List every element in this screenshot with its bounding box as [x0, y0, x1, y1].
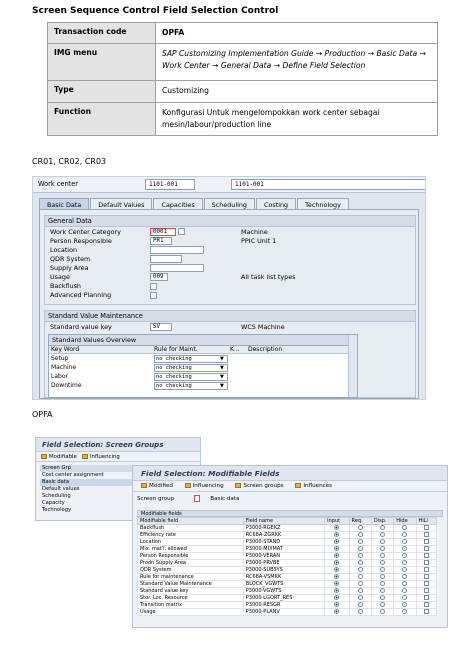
screen-group-list: [40, 465, 132, 514]
work-center-category-input[interactable]: 0001: [150, 228, 176, 236]
req-option-cell: [349, 546, 371, 553]
column-header: Field name: [243, 518, 324, 525]
table-row: [138, 539, 437, 546]
req-radio[interactable]: [358, 574, 363, 579]
input-option-cell: [325, 525, 349, 532]
req-option-cell: [349, 588, 371, 595]
field-label: Advanced Planning: [50, 291, 112, 299]
hide-radio[interactable]: [402, 574, 407, 579]
influencing-icon: [185, 483, 191, 488]
req-radio[interactable]: [358, 581, 363, 586]
row-label: Type: [48, 81, 156, 103]
work-center-header: [33, 177, 425, 193]
table-row: [138, 581, 437, 588]
hili-checkbox[interactable]: [424, 588, 429, 593]
list-item[interactable]: Cost center assignment: [42, 472, 104, 478]
influencing-button[interactable]: Influencing: [89, 454, 120, 460]
input-radio[interactable]: [334, 588, 339, 593]
disp-option-cell: [371, 567, 393, 574]
disp-option-cell: [371, 560, 393, 567]
column-header: Rule for Maint.: [154, 346, 198, 353]
hili-option-cell: [416, 553, 436, 560]
keyword-cell: Labor: [51, 373, 68, 380]
svo-header-row: [49, 346, 357, 354]
usage-input[interactable]: 009: [150, 273, 168, 281]
field-text: PPIC Unit 1: [241, 237, 277, 245]
input-radio[interactable]: [334, 581, 339, 586]
row-label: Transaction code: [48, 23, 156, 44]
list-item[interactable]: Technology: [42, 507, 72, 513]
tab-scheduling[interactable]: Scheduling: [204, 198, 255, 210]
req-option-cell: [349, 525, 371, 532]
disp-option-cell: [371, 546, 393, 553]
tab-basic-data[interactable]: Basic Data: [39, 198, 89, 210]
hili-option-cell: [416, 560, 436, 567]
input-radio[interactable]: [334, 525, 339, 530]
dropdown-arrow-icon[interactable]: ▼: [220, 374, 224, 380]
field-name-cell: P3000-VERAN: [243, 553, 324, 560]
disp-option-cell: [371, 595, 393, 602]
req-option-cell: [349, 532, 371, 539]
field-label: Usage: [50, 273, 70, 281]
field-name-cell: P3000-RGEKZ: [243, 525, 324, 532]
field-name-cell: RC68A-ZGRKK: [243, 532, 324, 539]
hili-option-cell: [416, 588, 436, 595]
column-header: Input: [325, 518, 349, 525]
disp-option-cell: [371, 532, 393, 539]
hili-option-cell: [416, 581, 436, 588]
hide-radio[interactable]: [402, 525, 407, 530]
req-radio[interactable]: [358, 560, 363, 565]
modifiable-fields-grid: [137, 510, 443, 616]
disp-radio[interactable]: [380, 546, 385, 551]
table-row: [48, 103, 438, 136]
field-row-person-responsible: [50, 237, 410, 246]
disp-radio[interactable]: [380, 532, 385, 537]
rule-select[interactable]: no checking: [154, 382, 228, 390]
hili-option-cell: [416, 532, 436, 539]
input-option-cell: [325, 581, 349, 588]
hide-option-cell: [394, 546, 416, 553]
hili-option-cell: [416, 546, 436, 553]
req-option-cell: [349, 602, 371, 609]
field-name-cell: P3000-STAND: [243, 539, 324, 546]
field-row-usage: [50, 273, 410, 282]
hili-option-cell: [416, 574, 436, 581]
keyword-cell: Setup: [51, 355, 69, 362]
disp-radio[interactable]: [380, 539, 385, 544]
input-option-cell: [325, 560, 349, 567]
hide-radio[interactable]: [402, 553, 407, 558]
modifiable-field-cell: Backflush: [138, 525, 244, 532]
req-radio[interactable]: [358, 525, 363, 530]
modifiable-fields-title: Field Selection: Modifiable Fields: [133, 466, 447, 481]
req-radio[interactable]: [358, 588, 363, 593]
table-row: [49, 382, 357, 390]
hide-option-cell: [394, 574, 416, 581]
disp-radio[interactable]: [380, 581, 385, 586]
disp-radio[interactable]: [380, 525, 385, 530]
req-radio[interactable]: [358, 609, 363, 614]
input-option-cell: [325, 546, 349, 553]
modifiable-field-cell: Usage: [138, 609, 244, 616]
field-text: WCS Machine: [241, 323, 285, 331]
input-option-cell: [325, 602, 349, 609]
table-row: [49, 355, 357, 363]
field-label: Location: [50, 246, 78, 254]
hili-option-cell: [416, 609, 436, 616]
row-label: Function: [48, 103, 156, 136]
tab-technology[interactable]: Technology: [297, 198, 349, 210]
modifiable-fields-table: [137, 517, 437, 616]
field-name-cell: RC68A-VSMKK: [243, 574, 324, 581]
modifiable-field-cell: Rule for maintenance: [138, 574, 244, 581]
field-label: Supply Area: [50, 264, 89, 272]
field-row-advanced-planning: [50, 291, 410, 300]
modifiable-field-cell: Standard value key: [138, 588, 244, 595]
field-row-work-center-category: [50, 228, 410, 237]
table-row: [138, 532, 437, 539]
input-option-cell: [325, 567, 349, 574]
req-option-cell: [349, 567, 371, 574]
work-center-screenshot: [32, 176, 426, 400]
hili-checkbox[interactable]: [424, 567, 429, 572]
req-option-cell: [349, 553, 371, 560]
svm-title: Standard Value Maintenance: [45, 311, 415, 322]
hili-checkbox[interactable]: [424, 539, 429, 544]
req-radio[interactable]: [358, 546, 363, 551]
section-caption-opfa: OPFA: [32, 410, 53, 419]
input-radio[interactable]: [334, 574, 339, 579]
column-header: Disp.: [371, 518, 393, 525]
influencing-button[interactable]: Influencing: [192, 483, 224, 489]
field-row-standard-value-key: [50, 323, 410, 332]
modifiable-field-cell: Transition matrix: [138, 602, 244, 609]
req-radio[interactable]: [358, 567, 363, 572]
hide-radio[interactable]: [402, 609, 407, 614]
rule-select[interactable]: no checking: [154, 373, 228, 381]
field-label: QDR System: [50, 255, 91, 263]
req-radio[interactable]: [358, 595, 363, 600]
input-option-cell: [325, 595, 349, 602]
advanced-planning-checkbox[interactable]: [150, 292, 157, 299]
hide-option-cell: [394, 588, 416, 595]
hide-radio[interactable]: [402, 595, 407, 600]
transaction-info-table: [47, 22, 438, 136]
modified-icon: [141, 483, 147, 488]
basic-data-panel: [39, 209, 419, 399]
disp-radio[interactable]: [380, 602, 385, 607]
general-data-title: General Data: [45, 216, 415, 227]
hide-option-cell: [394, 609, 416, 616]
modifiable-fields-toolbar: [133, 481, 447, 492]
list-header: Screen Grp: [40, 465, 132, 472]
hili-option-cell: [416, 595, 436, 602]
influences-button[interactable]: Influences: [303, 483, 333, 489]
work-center-field[interactable]: 1101-001: [145, 179, 195, 190]
disp-radio[interactable]: [380, 595, 385, 600]
general-data-group: [44, 215, 416, 305]
disp-option-cell: [371, 525, 393, 532]
disp-radio[interactable]: [380, 588, 385, 593]
modified-button[interactable]: Modified: [149, 483, 173, 489]
field-label: Person Responsible: [50, 237, 112, 245]
input-option-cell: [325, 609, 349, 616]
section-caption-transactions: CR01, CR02, CR03: [32, 157, 107, 166]
table-row: [138, 525, 437, 532]
hili-checkbox[interactable]: [424, 525, 429, 530]
rule-select[interactable]: no checking: [154, 355, 228, 363]
work-center-label: Work center: [38, 180, 79, 188]
field-label: Standard value key: [50, 323, 112, 331]
modifiable-field-cell: Person Responsible: [138, 553, 244, 560]
location-input[interactable]: [150, 246, 204, 254]
column-header: Hide: [394, 518, 416, 525]
row-label: IMG menu: [48, 44, 156, 81]
hide-radio[interactable]: [402, 602, 407, 607]
disp-radio[interactable]: [380, 560, 385, 565]
table-row: [138, 567, 437, 574]
hide-option-cell: [394, 525, 416, 532]
modifiable-field-cell: Stor. Loc. Resource: [138, 595, 244, 602]
table-row: [49, 364, 357, 372]
type-value: Customizing: [156, 81, 438, 103]
table-header-row: [138, 518, 437, 525]
document-title: Screen Sequence Control Field Selection Control: [32, 6, 279, 16]
req-radio[interactable]: [358, 532, 363, 537]
keyword-cell: Downtime: [51, 382, 82, 389]
screen-group-value: Basic data: [210, 496, 240, 502]
hide-radio[interactable]: [402, 567, 407, 572]
modifiable-fields-body: [138, 525, 437, 616]
hide-option-cell: [394, 602, 416, 609]
table-row: [138, 595, 437, 602]
table-row: [48, 44, 438, 81]
input-radio[interactable]: [334, 560, 339, 565]
screen-group-field[interactable]: [194, 495, 200, 502]
list-item[interactable]: Basic data: [40, 479, 132, 486]
input-option-cell: [325, 532, 349, 539]
input-radio[interactable]: [334, 602, 339, 607]
screen-groups-toolbar: [36, 452, 200, 462]
grid-title: Modifiable fields: [137, 510, 443, 517]
table-row: [138, 609, 437, 616]
req-option-cell: [349, 609, 371, 616]
transaction-code-value: OPFA: [156, 23, 438, 44]
input-radio[interactable]: [334, 595, 339, 600]
field-row-location: [50, 246, 410, 255]
disp-radio[interactable]: [380, 553, 385, 558]
influences-icon: [295, 483, 301, 488]
disp-option-cell: [371, 539, 393, 546]
field-row-qdr-system: [50, 255, 410, 264]
column-header: Key Word: [51, 346, 80, 353]
hili-checkbox[interactable]: [424, 560, 429, 565]
hide-radio[interactable]: [402, 588, 407, 593]
influencing-icon: [82, 454, 88, 459]
field-label: Work Center Category: [50, 228, 121, 236]
standard-value-key-input[interactable]: SV: [150, 323, 172, 331]
keyword-cell: Machine: [51, 364, 77, 371]
field-name-cell: P3000-MIXMAT: [243, 546, 324, 553]
input-radio[interactable]: [334, 609, 339, 614]
field-name-cell: P3000-LGORT_RES: [243, 595, 324, 602]
table-row: [48, 81, 438, 103]
disp-option-cell: [371, 553, 393, 560]
standard-values-overview: [48, 334, 358, 398]
modifiable-field-cell: Standard Value Maintenance: [138, 581, 244, 588]
hili-checkbox[interactable]: [424, 553, 429, 558]
screen-groups-button[interactable]: Screen groups: [243, 483, 284, 489]
input-radio[interactable]: [334, 532, 339, 537]
table-row: [49, 373, 357, 381]
hili-option-cell: [416, 525, 436, 532]
hili-checkbox[interactable]: [424, 609, 429, 614]
req-radio[interactable]: [358, 539, 363, 544]
req-option-cell: [349, 539, 371, 546]
screen-groups-icon: [235, 483, 241, 488]
f4-help-icon[interactable]: [178, 228, 185, 235]
input-option-cell: [325, 553, 349, 560]
table-row: [138, 574, 437, 581]
input-radio[interactable]: [334, 546, 339, 551]
modifiable-field-cell: QDR System: [138, 567, 244, 574]
hili-option-cell: [416, 539, 436, 546]
hili-option-cell: [416, 567, 436, 574]
backflush-checkbox[interactable]: [150, 283, 157, 290]
hide-radio[interactable]: [402, 560, 407, 565]
req-option-cell: [349, 574, 371, 581]
field-name-cell: P3000-PRVBE: [243, 560, 324, 567]
disp-radio[interactable]: [380, 574, 385, 579]
req-radio[interactable]: [358, 602, 363, 607]
svo-title: Standard Values Overview: [49, 335, 357, 346]
table-row: [138, 588, 437, 595]
table-row: [138, 560, 437, 567]
column-header: Description: [248, 346, 283, 353]
column-header: Modifiable field: [138, 518, 244, 525]
modifiable-icon: [41, 454, 47, 459]
hili-checkbox[interactable]: [424, 581, 429, 586]
field-name-cell: BLOCK_VGWTS: [243, 581, 324, 588]
rule-select[interactable]: no checking: [154, 364, 228, 372]
dropdown-arrow-icon[interactable]: ▼: [220, 356, 224, 362]
hide-radio[interactable]: [402, 539, 407, 544]
dropdown-arrow-icon[interactable]: ▼: [220, 365, 224, 371]
input-radio[interactable]: [334, 567, 339, 572]
hide-option-cell: [394, 581, 416, 588]
dropdown-arrow-icon[interactable]: ▼: [220, 383, 224, 389]
modifiable-field-cell: Efficiency rate: [138, 532, 244, 539]
person-responsible-input[interactable]: PR1: [150, 237, 172, 245]
field-name-cell: P3000-SUBSYS: [243, 567, 324, 574]
table-row: [48, 23, 438, 44]
field-name-cell: P3000-RESGR: [243, 602, 324, 609]
img-menu-path: SAP Customizing Implementation Guide → Production → Basic Data → Work Center → General Data → Define Field Selection: [156, 44, 438, 81]
list-item[interactable]: Default values: [42, 486, 80, 492]
hili-checkbox[interactable]: [424, 595, 429, 600]
hide-radio[interactable]: [402, 581, 407, 586]
hide-option-cell: [394, 567, 416, 574]
modifiable-field-cell: Prodn Supply Area: [138, 560, 244, 567]
hide-option-cell: [394, 553, 416, 560]
hide-option-cell: [394, 595, 416, 602]
disp-radio[interactable]: [380, 609, 385, 614]
hili-checkbox[interactable]: [424, 574, 429, 579]
disp-option-cell: [371, 602, 393, 609]
svo-scrollbar[interactable]: [348, 335, 357, 397]
modifiable-button[interactable]: Modifiable: [49, 454, 77, 460]
table-row: [138, 546, 437, 553]
table-row: [138, 602, 437, 609]
disp-radio[interactable]: [380, 567, 385, 572]
list-item[interactable]: Capacity: [42, 500, 65, 506]
hili-checkbox[interactable]: [424, 546, 429, 551]
hili-option-cell: [416, 602, 436, 609]
req-radio[interactable]: [358, 553, 363, 558]
screen-groups-title: Field Selection: Screen Groups: [36, 438, 200, 452]
disp-option-cell: [371, 574, 393, 581]
disp-option-cell: [371, 581, 393, 588]
input-radio[interactable]: [334, 539, 339, 544]
qdr-system-input[interactable]: [150, 255, 182, 263]
field-name-cell: P3000-PLANV: [243, 609, 324, 616]
input-radio[interactable]: [334, 553, 339, 558]
disp-option-cell: [371, 609, 393, 616]
hide-radio[interactable]: [402, 546, 407, 551]
field-text: All task list types: [241, 273, 296, 281]
column-header: K...: [230, 346, 240, 353]
table-row: [138, 553, 437, 560]
hide-option-cell: [394, 532, 416, 539]
hide-option-cell: [394, 539, 416, 546]
input-option-cell: [325, 574, 349, 581]
field-label: Backflush: [50, 282, 81, 290]
modifiable-field-cell: Mix. mat'l. allowed: [138, 546, 244, 553]
tab-default-values[interactable]: Default Values: [90, 198, 152, 210]
screen-group-label: Screen group: [137, 496, 175, 502]
list-item[interactable]: Scheduling: [42, 493, 71, 499]
function-value: Konfigurasi Untuk mengelompokkan work center sebagai mesin/labour/production line: [156, 103, 438, 136]
column-header: Req.: [349, 518, 371, 525]
tab-costing[interactable]: Costing: [256, 198, 296, 210]
modifiable-field-cell: Location: [138, 539, 244, 546]
disp-option-cell: [371, 588, 393, 595]
req-option-cell: [349, 595, 371, 602]
work-center-description-field[interactable]: 1101-001: [231, 179, 426, 190]
supply-area-input[interactable]: [150, 264, 204, 272]
hide-option-cell: [394, 560, 416, 567]
field-text: Machine: [241, 228, 268, 236]
hili-checkbox[interactable]: [424, 532, 429, 537]
field-row-supply-area: [50, 264, 410, 273]
field-row-backflush: [50, 282, 410, 291]
modifiable-fields-screenshot: [132, 465, 448, 628]
req-option-cell: [349, 560, 371, 567]
hili-checkbox[interactable]: [424, 602, 429, 607]
column-header: HiLi: [416, 518, 436, 525]
screen-group-selector: [137, 495, 239, 502]
req-option-cell: [349, 581, 371, 588]
input-option-cell: [325, 588, 349, 595]
field-name-cell: P3000-VGWTS: [243, 588, 324, 595]
hide-radio[interactable]: [402, 532, 407, 537]
input-option-cell: [325, 539, 349, 546]
tab-capacities[interactable]: Capacities: [153, 198, 202, 210]
